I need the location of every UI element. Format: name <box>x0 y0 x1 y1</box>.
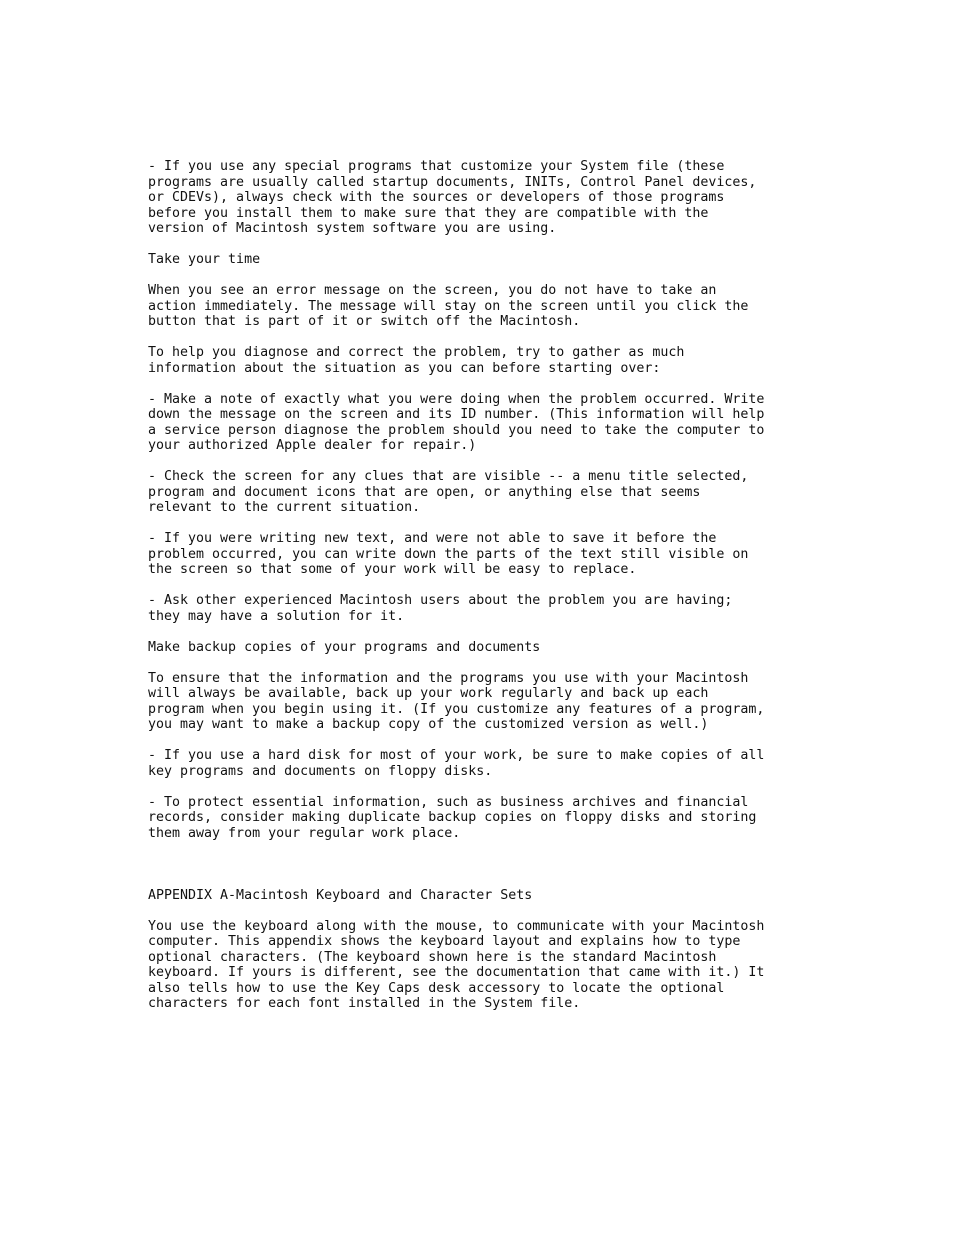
appendix-paragraph: You use the keyboard along with the mouse, to communicate with your Macintosh computer. This appendix shows the keyboard layout and explains how to type optional characters. (The keyboard shown here is the standard Macintosh keyboard. If yours is different, see the documentation that came with it.) It also tells how to use the Key Caps desk accessory to locate the optional characters for each font installed in the System file. <box>148 918 765 1011</box>
appendix-heading: APPENDIX A-Macintosh Keyboard and Character Sets <box>148 887 533 903</box>
paragraph-error-message: When you see an error message on the screen, you do not have to take an action immediately. The message will stay on the screen until you click the button that is part of it or switch off the Macintosh. <box>148 283 749 329</box>
heading-backup-copies: Make backup copies of your programs and documents <box>148 639 541 655</box>
document-body <box>148 159 828 1027</box>
paragraph-note-what-you-were-doing: - Make a note of exactly what you were doing when the problem occurred. Write down the message on the screen and its ID number. (This information will help a service person diagnose the problem should you need to take the computer to your authorized Apple dealer for repair.) <box>148 391 765 453</box>
paragraph-gather-information: To help you diagnose and correct the problem, try to gather as much information about the situation as you can before starting over: <box>148 345 685 376</box>
paragraph-system-file-programs: - If you use any special programs that customize your System file (these programs are usually called startup documents, INITs, Control Panel devices, or CDEVs), always check with the sources or developers of those programs before you install them to make sure that they are compatible with the version of Macintosh system software you are using. <box>148 159 757 236</box>
paragraph-writing-new-text: - If you were writing new text, and were not able to save it before the problem occurred, you can write down the parts of the text still visible on the screen so that some of your work will be easy to replace. <box>148 531 749 577</box>
paragraph-check-screen: - Check the screen for any clues that are visible -- a menu title selected, program and document icons that are open, or anything else that seems relevant to the current situation. <box>148 469 749 515</box>
paragraph-ask-users: - Ask other experienced Macintosh users about the problem you are having; they may have a solution for it. <box>148 593 733 624</box>
paragraph-hard-disk: - If you use a hard disk for most of your work, be sure to make copies of all key programs and documents on floppy disks. <box>148 748 765 779</box>
paragraph-protect-information: - To protect essential information, such as business archives and financial records, consider making duplicate backup copies on floppy disks and storing them away from your regular work place. <box>148 794 757 841</box>
paragraph-ensure-information: To ensure that the information and the programs you use with your Macintosh will always be available, back up your work regularly and back up each program when you begin using it. (If you customize any features of a program, you may want to make a backup copy of the customized version as well.) <box>148 670 765 732</box>
heading-take-your-time: Take your time <box>148 252 261 267</box>
